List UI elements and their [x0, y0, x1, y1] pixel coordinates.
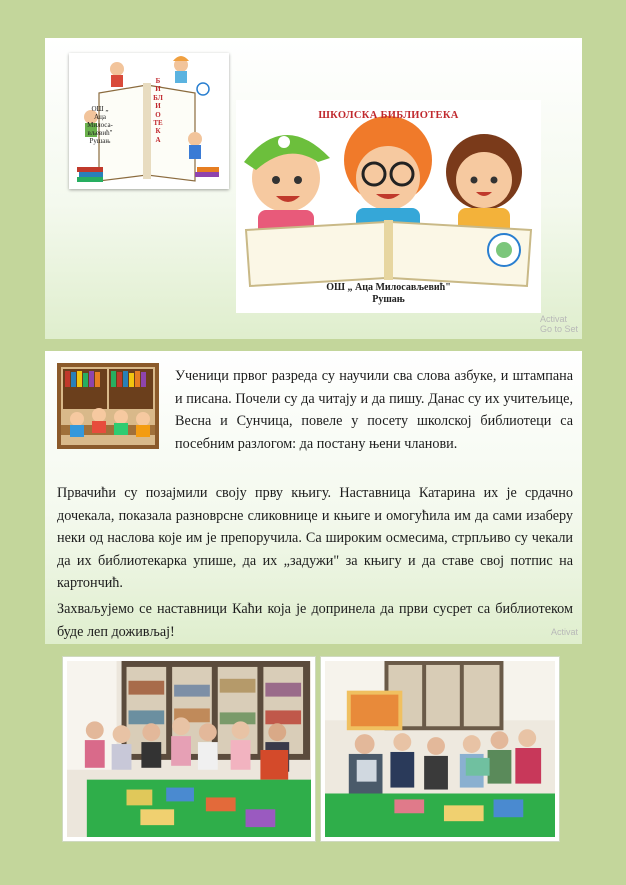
watermark-line: Activat [539, 314, 567, 324]
article-paragraph-2: Првачићи су позајмили своју прву књигу. Наставница Катарина их је срдачно дочекала, показала разноврсне сликовнице и књиге и омогућила им да сами изаберу неки од наслова које им је препоручила. Са широким осмесима, стрпљиво су чекали да их библиотекарка упише, да их „задужи" за књигу и да ставе свој потпис на картончић. [57, 485, 573, 592]
article-panel [45, 351, 582, 644]
logo-school-line: Рушањ [89, 137, 111, 145]
photo-2-image [325, 661, 555, 837]
school-library-banner [236, 100, 541, 313]
photo-students-with-books-1 [62, 656, 316, 842]
logo-school-name [77, 105, 123, 145]
logo-vertical-label: БИБЛИОТЕКА [153, 77, 163, 144]
library-kids-illustration [57, 363, 159, 449]
photo-students-with-books-2 [320, 656, 560, 842]
banner-title: ШКОЛСКА БИБЛИОТЕКА [318, 110, 459, 121]
watermark-line: Go to Set [539, 324, 578, 334]
article-paragraph-3: Захваљујемо се наставници Каћи која је допринела да први сусрет са библиотеком буде леп доживљај! [57, 601, 573, 640]
banner-school-line1: ОШ „ Аца Милосављевић" [326, 282, 451, 293]
activation-watermark [540, 314, 578, 334]
logo-school-line: Аца [94, 113, 106, 121]
logo-school-line: Милоса- [87, 121, 113, 129]
activation-watermark: Activat [550, 627, 578, 637]
library-logo [69, 53, 229, 189]
logo-school-line: ОШ „ [91, 105, 109, 113]
header-panel [45, 38, 582, 339]
logo-school-line: вљевић" [87, 129, 113, 137]
photo-1-image [67, 661, 311, 837]
banner-school-line2: Рушањ [372, 294, 405, 305]
article-paragraph-1: Ученици првог разреда су научили сва слова азбуке, и штампана и писана. Почели су да читају и да пишу. Данас су их учитељице, Весна и Сунчица, повеле у посету школској библиотеци са посебним разлогом: да постану њени чланови. [175, 368, 573, 452]
banner-school-name [236, 282, 541, 306]
